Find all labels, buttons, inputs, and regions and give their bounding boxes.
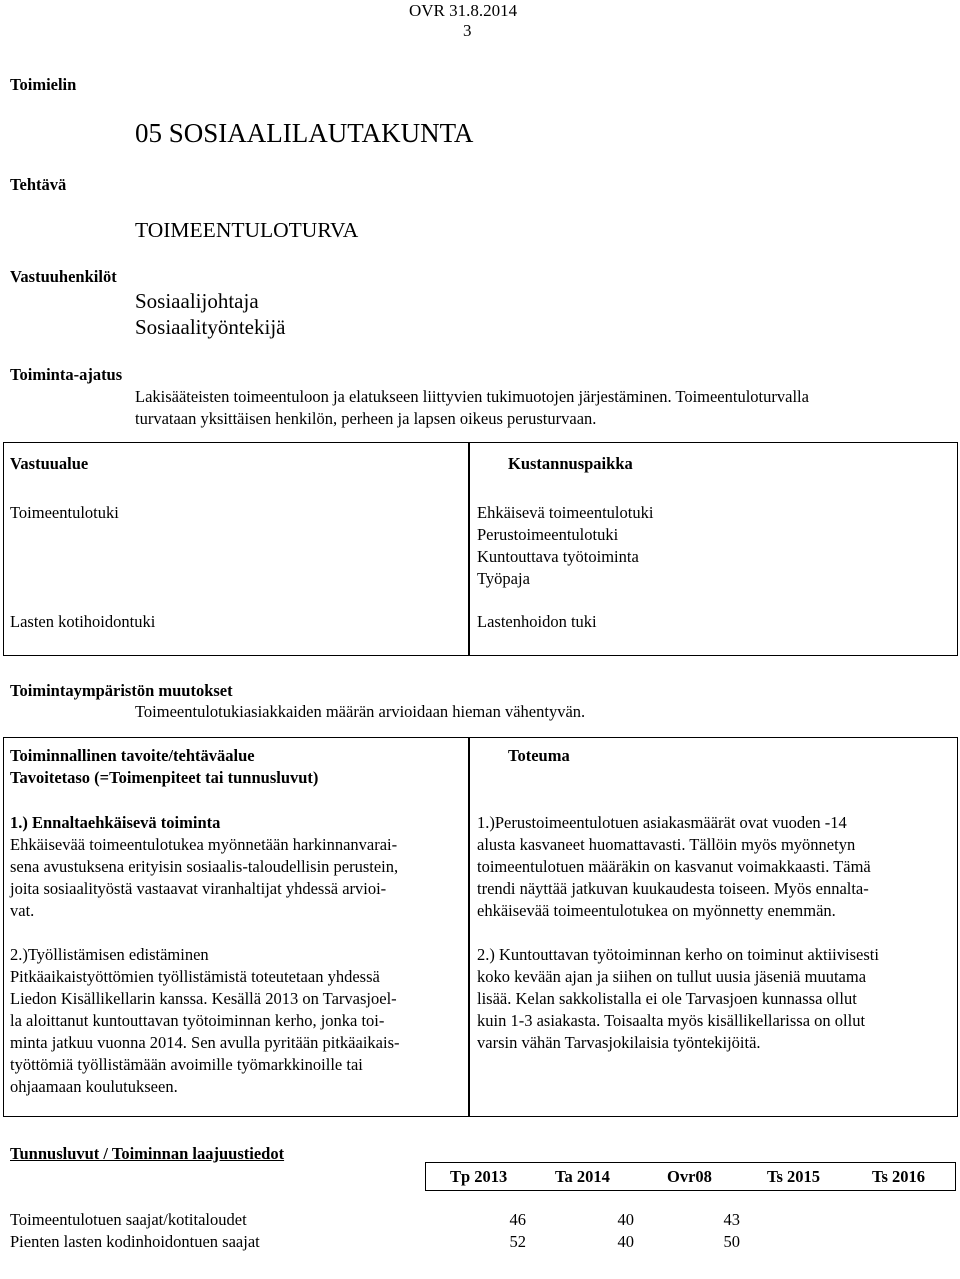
environment-text: Toimeentulotukiasiakkaiden määrän arvioidaan hieman vähentyvän. — [135, 702, 586, 721]
table-header-vastuualue: Vastuualue — [10, 454, 89, 473]
outcome-line: 1.)Perustoimeentulotuen asiakasmäärät ovat vuoden -14 — [477, 813, 847, 832]
label-vastuuhenkilot: Vastuuhenkilöt — [10, 267, 117, 286]
outcome-line: alusta kasvaneet huomattavasti. Tällöin myös myönnetyn — [477, 835, 856, 854]
outcome-line: toimeentulotuen määräkin on kasvanut voimakkaasti. Tämä — [477, 857, 871, 876]
table-cell: Työpaja — [477, 569, 530, 588]
goal-heading: 2.)Työllistämisen edistäminen — [10, 945, 209, 964]
indicator-value: 50 — [723, 1232, 740, 1251]
goal-line: Pitkäaikaistyöttömien työllistämistä toteutetaan yhdessä — [10, 967, 380, 986]
indicators-heading: Tunnusluvut / Toiminnan laajuustiedot — [10, 1144, 285, 1163]
page-number: 3 — [463, 21, 472, 40]
table-cell: Lastenhoidon tuki — [477, 612, 597, 631]
table-cell: Toimeentulotuki — [10, 503, 119, 522]
goal-line: ohjaamaan koulutukseen. — [10, 1077, 178, 1096]
task-title: TOIMEENTULOTURVA — [135, 218, 359, 242]
indicator-row-label: Pienten lasten kodinhoidontuen saajat — [10, 1232, 260, 1251]
mission-line: Lakisääteisten toimeentuloon ja elatukseen liittyvien tukimuotojen järjestäminen. Toimeentuloturvalla — [135, 387, 809, 406]
goal-line: Liedon Kisällikellarin kanssa. Kesällä 2013 on Tarvasjoel- — [10, 989, 397, 1008]
table-header-kustannuspaikka: Kustannuspaikka — [508, 454, 633, 473]
responsible-person: Sosiaalijohtaja — [135, 289, 259, 313]
table-cell: Lasten kotihoidontuki — [10, 612, 156, 631]
mission-line: turvataan yksittäisen henkilön, perheen ja lapsen oikeus perusturvaan. — [135, 409, 597, 428]
indicator-column-header: Ovr08 — [667, 1167, 712, 1186]
indicator-value: 52 — [509, 1232, 526, 1251]
label-toiminta-ajatus: Toiminta-ajatus — [10, 365, 123, 384]
responsible-person: Sosiaalityöntekijä — [135, 315, 286, 339]
environment-heading: Toimintaympäristön muutokset — [10, 681, 233, 700]
table-cell: Ehkäisevä toimeentulotuki — [477, 503, 654, 522]
goals-header-tavoitetaso: Tavoitetaso (=Toimenpiteet tai tunnusluvut) — [10, 768, 319, 787]
outcome-line: varsin vähän Tarvasjokilaisia työntekijöitä. — [477, 1033, 761, 1052]
page-header-date: OVR 31.8.2014 — [409, 1, 518, 20]
indicator-value: 40 — [617, 1232, 634, 1251]
indicator-row-label: Toimeentulotuen saajat/kotitaloudet — [10, 1210, 247, 1229]
goal-line: minta jatkuu vuonna 2014. Sen avulla pyritään pitkäaikais- — [10, 1033, 400, 1052]
table-divider — [468, 442, 470, 656]
goal-line: työttömiä työllistämään avoimille työmarkkinoille tai — [10, 1055, 363, 1074]
indicator-value: 46 — [509, 1210, 526, 1229]
table-divider — [468, 737, 470, 1117]
goals-header-toteuma: Toteuma — [508, 746, 570, 765]
indicator-column-header: Ts 2015 — [767, 1167, 821, 1186]
outcome-line: trendi näyttää jatkuvan kuukaudesta toiseen. Myös ennalta- — [477, 879, 869, 898]
indicator-value: 40 — [617, 1210, 634, 1229]
outcome-line: lisää. Kelan sakkolistalla ei ole Tarvasjoen kunnassa ollut — [477, 989, 857, 1008]
indicator-value: 43 — [723, 1210, 740, 1229]
page-title: 05 SOSIAALILAUTAKUNTA — [135, 118, 474, 148]
goal-line: Ehkäisevää toimeentulotukea myönnetään harkinnanvarai- — [10, 835, 398, 854]
goal-line: sena avustuksena erityisin sosiaalis-taloudellisin perustein, — [10, 857, 399, 876]
goals-header-tavoite: Toiminnallinen tavoite/tehtäväalue — [10, 746, 255, 765]
goal-line: la aloittanut kuntouttavan työtoiminnan kerho, jonka toi- — [10, 1011, 385, 1030]
indicator-column-header: Tp 2013 — [450, 1167, 508, 1186]
goal-heading: 1.) Ennaltaehkäisevä toiminta — [10, 813, 221, 832]
outcome-line: 2.) Kuntouttavan työtoiminnan kerho on toiminut aktiivisesti — [477, 945, 879, 964]
goal-line: vat. — [10, 901, 35, 920]
outcome-line: ehkäisevää toimeentulotukea on myönnetty enemmän. — [477, 901, 836, 920]
label-toimielin: Toimielin — [10, 75, 77, 94]
label-tehtava: Tehtävä — [10, 175, 67, 194]
table-cell: Perustoimeentulotuki — [477, 525, 619, 544]
indicator-column-header: Ts 2016 — [872, 1167, 926, 1186]
indicator-column-header: Ta 2014 — [555, 1167, 610, 1186]
outcome-line: kuin 1-3 asiakasta. Toisaalta myös kisällikellarissa on ollut — [477, 1011, 866, 1030]
table-cell: Kuntouttava työtoiminta — [477, 547, 639, 566]
outcome-line: koko kevään ajan ja siihen on tullut uusia jäseniä muutama — [477, 967, 867, 986]
goal-line: joita sosiaalityöstä vastaavat viranhaltijat yhdessä arvioi- — [10, 879, 387, 898]
